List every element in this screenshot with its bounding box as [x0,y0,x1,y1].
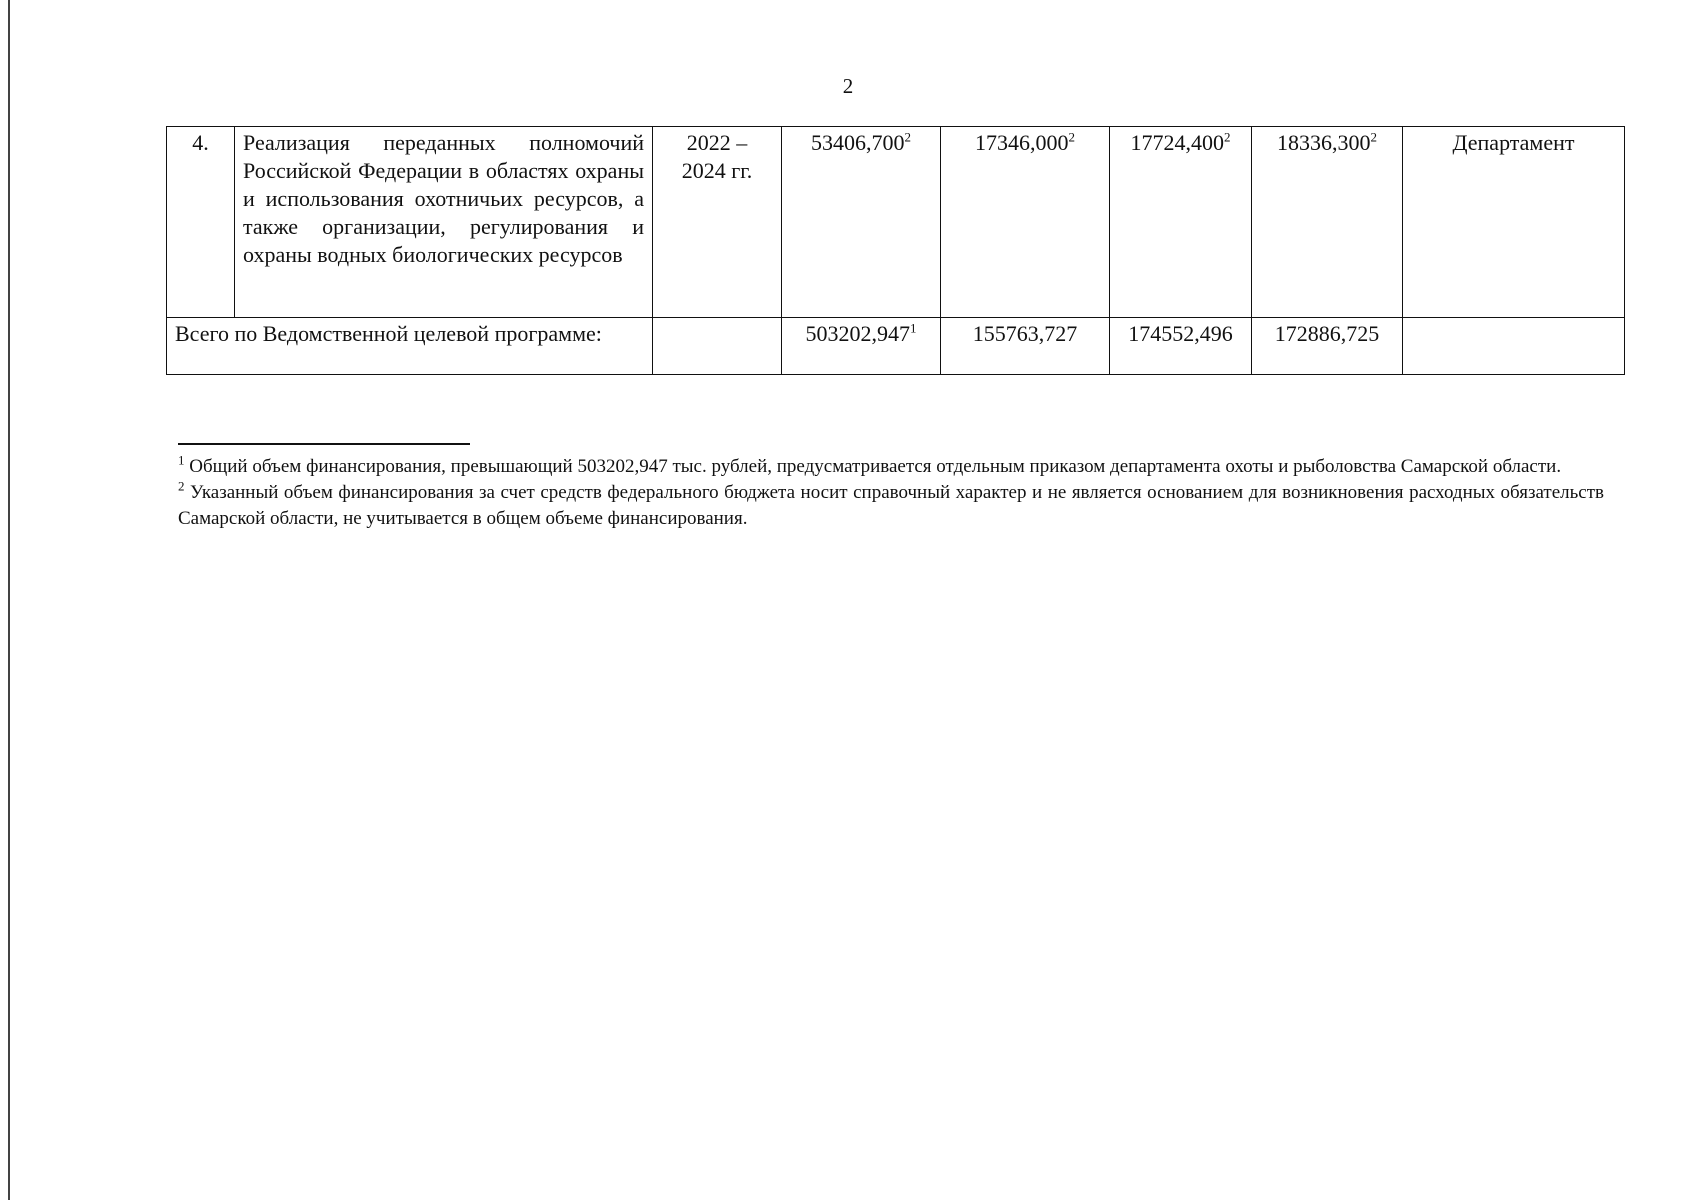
period-cell [653,127,782,318]
footnote-mark: 2 [1068,129,1075,145]
y2023-cell [1110,127,1252,318]
summary-total-cell [782,318,941,375]
footnote-1-text: Общий объем финансирования, превышающий 503202,947 тыс. рублей, предусматривается отдельным приказом департамента охоты и рыболовства Самарской области. [189,456,1562,477]
footnote-mark: 2 [904,129,911,145]
footnote-2 [178,480,1604,532]
y2023-value: 17724,400 [1130,130,1224,155]
footnote-mark: 2 [1224,129,1231,145]
total-value: 53406,700 [811,130,905,155]
summary-executor-cell [1403,318,1625,375]
scan-edge-line [8,0,10,1200]
footnote-1-mark: 1 [178,452,185,468]
table-row [167,127,1625,318]
period-start: 2022 – [686,130,748,155]
period-end: 2024 гг. [681,158,753,183]
y2024-value: 18336,300 [1277,130,1371,155]
summary-total-value: 503202,947 [805,321,910,346]
measure-name: Реализация переданных полномочий Российской Федерации в областях охраны и использования охотничьих ресурсов, а также организации, регулирования и охраны водных биологических ресурсов [235,127,653,318]
footnote-mark: 2 [1370,129,1377,145]
page-number: 2 [842,74,854,98]
program-table [166,126,1625,375]
y2022-cell [941,127,1110,318]
summary-y2023: 174552,496 [1110,318,1252,375]
summary-y2024: 172886,725 [1252,318,1403,375]
y2024-cell [1252,127,1403,318]
total-cell [782,127,941,318]
row-number: 4. [167,127,235,318]
summary-row [167,318,1625,375]
summary-y2022: 155763,727 [941,318,1110,375]
footnotes [178,454,1604,532]
y2022-value: 17346,000 [975,130,1069,155]
footnote-2-text: Указанный объем финансирования за счет средств федерального бюджета носит справочный характер и не является основанием для возникновения расходных обязательств Самарской области, не учитывается в общем объеме финансирования. [178,482,1605,529]
summary-label: Всего по Ведомственной целевой программе: [167,318,653,375]
executor-cell: Департамент [1403,127,1625,318]
footnote-divider [178,443,470,445]
summary-period-cell [653,318,782,375]
footnote-2-mark: 2 [178,478,185,494]
footnote-mark: 1 [910,320,917,336]
footnote-1 [178,454,1604,480]
